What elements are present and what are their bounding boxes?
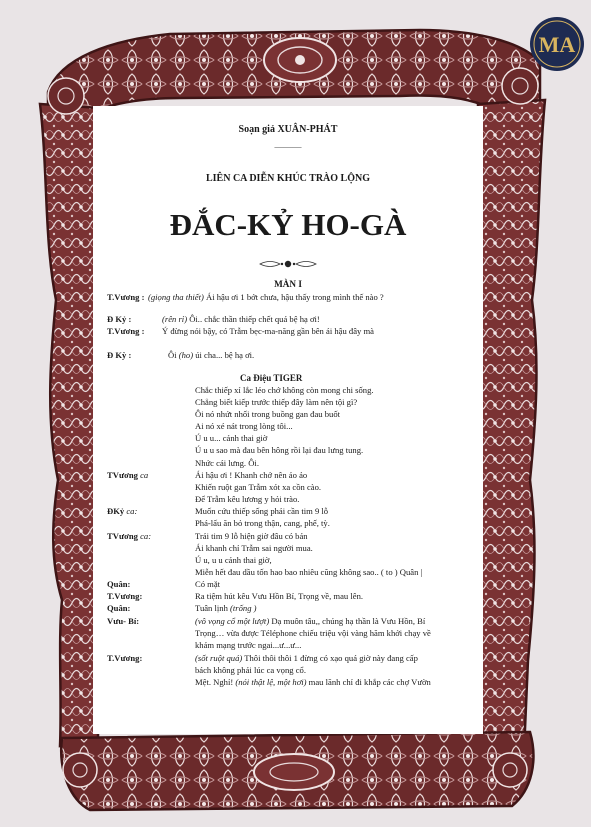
speaker-label xyxy=(107,531,151,541)
dialogue-text: khám mạng trước ngai...ư...ư... xyxy=(195,640,302,650)
dialogue-text: Ôi xyxy=(168,350,179,360)
speaker-label xyxy=(107,506,137,516)
play-subtitle: LIÊN CA DIỄN KHÚC TRÀO LỘNG xyxy=(205,173,370,184)
dialogue-line xyxy=(195,494,299,504)
speaker-name: Quân: xyxy=(107,603,131,613)
dialogue-text: mau lãnh chỉ đi khắp các chợ Vườn xyxy=(306,677,431,687)
dialogue-text: Trọng… vừa được Téléphone chiếu triệu vội vàng hăm khởi chạy về xyxy=(195,628,431,638)
dialogue-line xyxy=(195,555,272,565)
dialogue-line xyxy=(195,579,220,589)
logo-text: MA xyxy=(538,32,576,57)
dialogue-text: Ra tiệm hút kêu Vưu Hồn Bí, Trọng về, mau lên. xyxy=(195,591,364,601)
title-flourish-ornament xyxy=(258,259,318,269)
dialogue-text: Phá-lấu ăn bỏ trong thận, cang, phế, tỳ. xyxy=(195,518,330,528)
dialogue-line xyxy=(168,350,254,360)
dialogue-line xyxy=(195,665,306,675)
speaker-direction: ca: xyxy=(124,506,138,516)
dialogue-text: Thôi thôi thôi 1 đừng có xạo quá giờ này đang cấp xyxy=(242,653,418,663)
stage-direction: (vô vọng cổ một lượt) xyxy=(195,616,270,626)
dialogue-text: Ái khanh chỉ Trẫm sai người mua. xyxy=(195,543,313,553)
ma-monogram-logo xyxy=(529,16,585,72)
speaker-label xyxy=(107,292,144,302)
dialogue-line xyxy=(195,433,267,443)
speaker-name: ĐKỷ xyxy=(107,506,125,516)
speaker-label xyxy=(107,314,131,324)
dialogue-text: Tuân lịnh xyxy=(195,603,231,613)
dialogue-line xyxy=(195,518,330,528)
dialogue-text: Trái tim 9 lỗ hiện giờ đâu có bán xyxy=(195,531,308,541)
dialogue-text: Ý đừng nói bậy, có Trẫm bẹc-ma-năng gần bên ái hậu đây mà xyxy=(162,326,374,336)
dialogue-line xyxy=(195,482,321,492)
stage-direction: (nói thật lệ, một hơi) xyxy=(235,677,307,687)
dialogue-line xyxy=(195,653,418,663)
dialogue-line xyxy=(162,314,320,324)
dialogue-line xyxy=(195,567,422,577)
speaker-name: T.Vương: xyxy=(107,653,143,663)
dialogue-text: Mệt. Nghỉ! xyxy=(195,677,236,687)
speaker-label xyxy=(107,616,139,626)
dialogue-line xyxy=(195,506,328,516)
dialogue-line xyxy=(195,409,340,419)
dialogue-text: Chắc thiếp xỉ lắc léo chớ không còn mong chi sống. xyxy=(195,385,374,395)
dialogue-text: Ái hậu ơi ! Khanh chớ nên ảo ảo xyxy=(195,470,308,480)
dialogue-line xyxy=(195,616,425,626)
dialogue-text: Ú u, u u cảnh thai giờ, xyxy=(195,555,272,565)
stage-direction: (giọng tha thiết) xyxy=(148,292,204,302)
speaker-name: Đ Kỳ : xyxy=(107,350,132,360)
dialogue-line xyxy=(195,591,363,601)
speaker-label xyxy=(107,579,130,589)
scene-heading: MÀN I xyxy=(274,279,302,289)
speaker-label xyxy=(107,603,130,613)
dialogue-text: Có mặt xyxy=(195,579,221,589)
dialogue-line xyxy=(195,385,374,395)
speaker-name: TVương xyxy=(107,531,138,541)
dialogue-text: Để Trẫm kêu lương y hỏi trào. xyxy=(195,494,300,504)
dialogue-line xyxy=(195,677,431,687)
dialogue-text: Ôi.. chắc thần thiếp chết quá bệ hạ ơi! xyxy=(187,314,320,324)
dialogue-line xyxy=(195,628,431,638)
speaker-label xyxy=(107,653,142,663)
stage-direction: (rên rỉ) xyxy=(162,314,188,324)
dialogue-line xyxy=(195,470,307,480)
song-heading: Ca Điệu TIGER xyxy=(240,373,303,383)
play-title: ĐẮC-KỶ HO-GÀ xyxy=(169,207,407,242)
dialogue-line xyxy=(195,531,308,541)
dialogue-line xyxy=(195,421,293,431)
speaker-direction: ca xyxy=(137,470,149,480)
dialogue-line xyxy=(195,445,363,455)
dialogue-text: Ai nó xé nát trong lòng tôi... xyxy=(195,421,293,431)
dialogue-text: Khiến ruột gan Trẫm xót xa cồn cào. xyxy=(195,482,322,492)
dialogue-text: úi cha... bệ hạ ơi. xyxy=(193,350,255,360)
speaker-name: Vưu- Bí: xyxy=(107,616,140,626)
dialogue-line xyxy=(148,292,384,302)
dialogue-line xyxy=(162,326,374,336)
dialogue-text: Dạ muôn tâu,, chúng hạ thần là Vưu Hồn, Bí xyxy=(269,616,426,626)
speaker-label xyxy=(107,350,131,360)
speaker-name: Quân: xyxy=(107,579,131,589)
dialogue-text: Ú u u sao mà đau bên hông rồi lại đau lưng tung. xyxy=(195,445,364,455)
speaker-name: TVương xyxy=(107,470,138,480)
speaker-direction: ca: xyxy=(137,531,152,541)
dialogue-line xyxy=(195,397,357,407)
speaker-label xyxy=(107,591,142,601)
speaker-name: T.Vương : xyxy=(107,326,145,336)
dialogue-line xyxy=(195,603,257,613)
dialogue-text: Miễn hết đau dầu tốn hao bao nhiêu cũng không sao.. ( to ) Quân | xyxy=(195,567,423,577)
author-credit: Soạn giả XUÂN-PHÁT xyxy=(238,124,338,135)
dialogue-text: Ôi nó nhứt nhối trong buồng gan đau buốt xyxy=(195,409,341,419)
speaker-name: Đ Kỷ : xyxy=(107,314,132,324)
dialogue-text: Muốn cứu thiếp sống phải cần tim 9 lỗ xyxy=(195,506,329,516)
dialogue-text: Ú u u... cảnh thai giờ xyxy=(195,433,268,443)
speaker-name: T.Vương : xyxy=(107,292,145,302)
stage-direction: (trống ) xyxy=(230,603,257,613)
speaker-name: T.Vương: xyxy=(107,591,143,601)
dialogue-text: Nhức cái lưng. Ôi. xyxy=(195,458,259,468)
dialogue-line xyxy=(195,543,313,553)
dialogue-text: Chẳng biết kiếp trước thiếp đây làm nên tội gì? xyxy=(195,397,358,407)
dialogue-text: Ái hậu ơi 1 bớt chưa, hậu thấy trong mình thế nào ? xyxy=(203,292,384,302)
speaker-label xyxy=(107,470,148,480)
dialogue-line xyxy=(195,640,301,650)
header-divider: ——— xyxy=(274,142,302,152)
dialogue-line xyxy=(195,458,259,468)
stage-direction: (ho) xyxy=(178,350,194,360)
dialogue-text: bách không phải lúc ca vọng cổ. xyxy=(195,665,306,675)
speaker-label xyxy=(107,326,144,336)
stage-direction: (sốt ruột quá) xyxy=(195,653,243,663)
